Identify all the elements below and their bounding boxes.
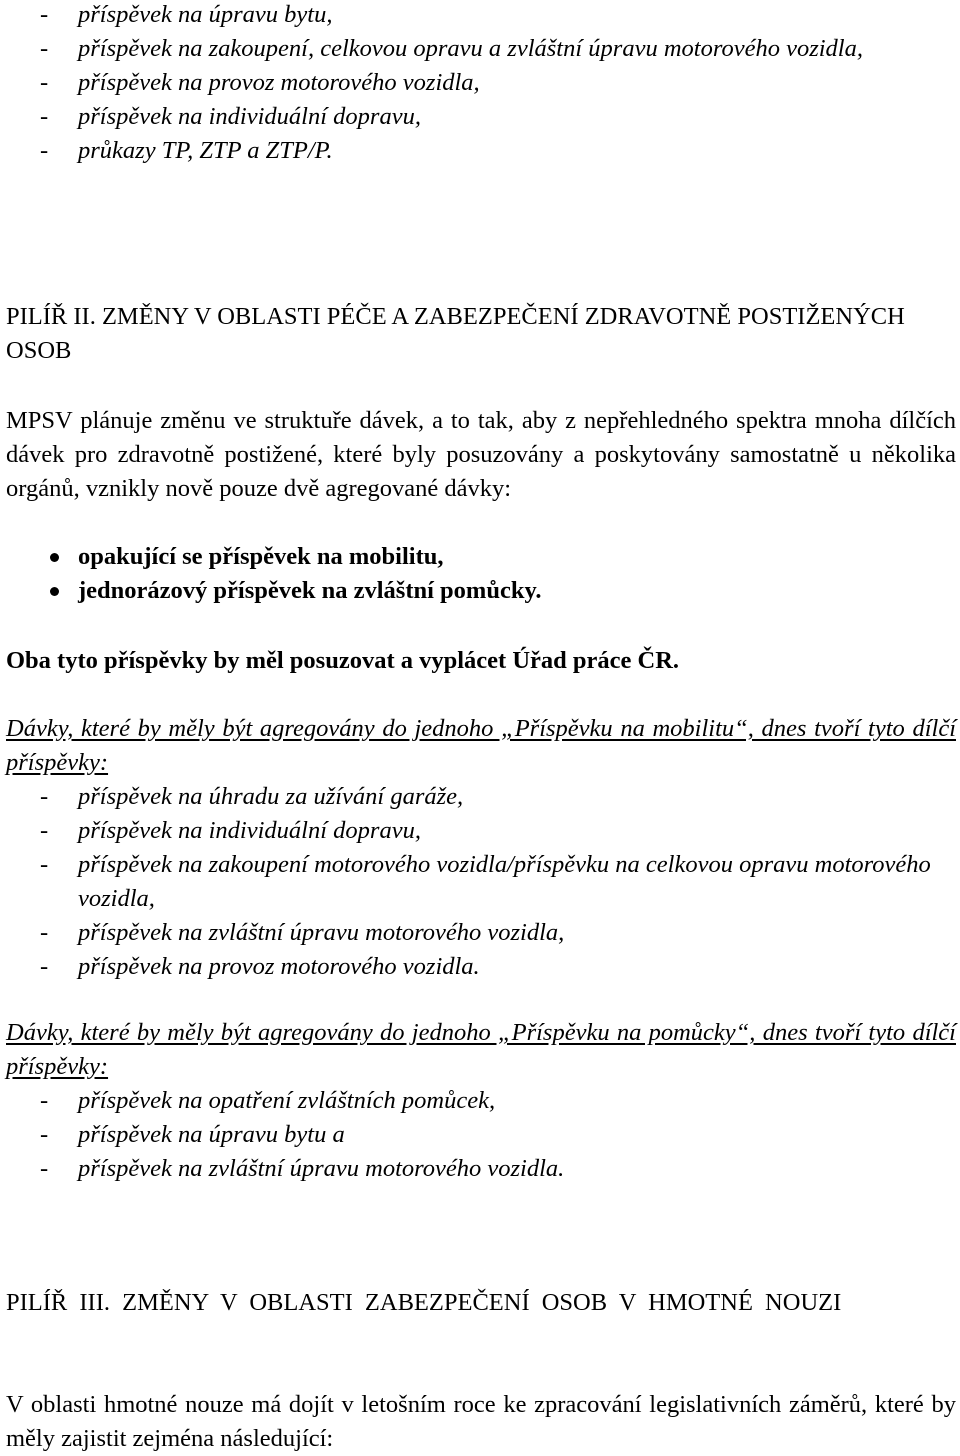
list-item: - příspěvek na zvláštní úpravu motorového vozidla. [40,1155,565,1182]
list-item: - příspěvek na provoz motorového vozidla. [40,953,480,980]
list-item: - příspěvek na zvláštní úpravu motorového vozidla, [40,919,565,946]
list-item: - příspěvek na opatření zvláštních pomůcek, [40,1087,496,1114]
list-item: jednorázový příspěvek na zvláštní pomůcky. [6,574,956,608]
list-item: - průkazy TP, ZTP a ZTP/P. [40,137,333,164]
aids-list [6,1084,956,1186]
list-item: - příspěvek na zakoupení motorového vozidla/příspěvku na celkovou opravu motorového vozidla, [40,851,931,912]
list-item: opakující se příspěvek na mobilitu, [6,540,956,574]
bullet-icon [50,553,59,562]
bullet-icon [50,587,59,596]
list-item: - příspěvek na úpravu bytu a [40,1121,345,1148]
aids-lead: Dávky, které by měly být agregovány do jednoho „Příspěvku na pomůcky“, dnes tvoří tyto dílčí příspěvky: [6,1019,956,1080]
statement: Oba tyto příspěvky by měl posuzovat a vyplácet Úřad práce ČR. [6,647,680,674]
list-item: - příspěvek na úhradu za užívání garáže, [40,783,464,810]
pillar-3-heading: PILÍŘ III. ZMĚNY V OBLASTI ZABEZPEČENÍ OSOB V HMOTNÉ NOUZI [6,1289,842,1316]
pillar-2-intro: MPSV plánuje změnu ve struktuře dávek, a to tak, aby z nepřehledného spektra mnoha dílčích dávek pro zdravotně postižené, které byly posuzovány a poskytovány samostatně u několika orgánů, vznikly nově pouze dvě agregované dávky: [6,407,956,502]
list-item: - příspěvek na úpravu bytu, [40,1,333,28]
list-item: - příspěvek na provoz motorového vozidla, [40,69,480,96]
intro-list [6,0,956,168]
list-item: - příspěvek na individuální dopravu, [40,817,421,844]
pillar-2-heading: PILÍŘ II. ZMĚNY V OBLASTI PÉČE A ZABEZPEČENÍ ZDRAVOTNĚ POSTIŽENÝCH OSOB [6,303,905,364]
pillar-3-intro: V oblasti hmotné nouze má dojít v letošním roce ke zpracování legislativních záměrů, které by měly zajistit zejména následující: [6,1391,956,1452]
mobility-list [6,780,956,984]
aggregated-benefits-list [6,540,956,608]
list-item: - příspěvek na individuální dopravu, [40,103,421,130]
mobility-lead: Dávky, které by měly být agregovány do jednoho „Příspěvku na mobilitu“, dnes tvoří tyto dílčí příspěvky: [6,715,956,776]
list-item: - příspěvek na zakoupení, celkovou opravu a zvláštní úpravu motorového vozidla, [40,35,863,62]
